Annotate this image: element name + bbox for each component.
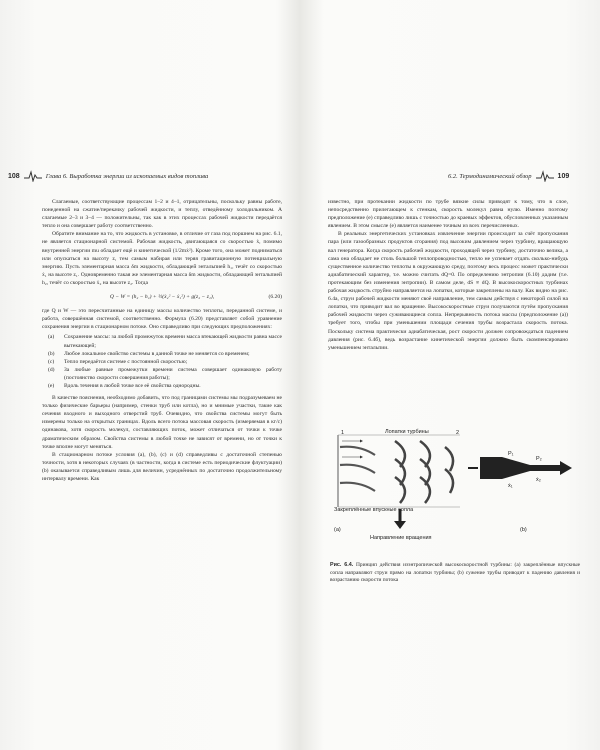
nozzle-p1-label: P₁ [508,451,514,457]
right-page-number: 109 [557,172,570,180]
left-page-number: 108 [8,172,20,180]
conditions-list [42,333,282,390]
right-page-body [328,198,568,352]
left-page-header [8,170,208,182]
nozzles-label: Закреплённые впускные сопла [334,507,414,513]
paragraph: В качестве пояснения, необходимо добавить, что под границами системы мы подразумеваем не только физические барьеры (например, стенки труб или котла), но и мнимые участки, такие как сечения входного и выходного отверстий труб. Очевидно, что свойства системы могут быть измерены только на открытых границах. Вдоль всего потока массовая скорость (измеряемая в кг/с) одинакова, хотя скорость молекул, составляющих поток, может отличаться от точки к точке драматическим образом. Свойства системы в любой точке не зависят от времени, но от точки к точке вполне могут меняться. [42,395,282,450]
point-1-label: 1 [341,430,345,436]
figure-a-label: (a) [334,527,341,533]
condition-item: (b) Любое локальное свойство системы в данной точке не меняется со временем; [48,350,250,357]
rotation-label: Направление вращения [370,535,432,541]
blades-label: Лопатки турбины [385,429,429,435]
paragraph: Обратите внимание на то, что жидкость в установке, в отличие от газа под поршнем на рис. 6.1, не является стационарной системой. Рабочая жидкость, двигающаяся со скоростью ẋ, помимо внутренней энергии mu обладает ещё и кинетической (1/2mẋ²). Кроме того, она может подниматься или опускаться на высоту z, тем самым набирая или теряя гравитационную потенциальную энергию. Пусть элементарная масса δm жидкости, обладающей энтальпией h₁, течёт со скоростью ẋ₁ на высоте z₁. Одновременно такая же элементарная масса δm жидкости, обладающей энтальпией h₂, течёт со скоростью ẋ₂ на высоте z₂. Тогда [42,231,282,286]
condition-item: (e) Вдоль течения в любой точке все её свойства однородны. [48,382,201,389]
formula-text: Q − W = (h₂ − h₁) + ½(ẋ₂² − ẋ₁²) + g(z₂ − z₁), [109,294,215,301]
pulse-icon [24,170,42,182]
formula-6-20 [42,293,282,301]
condition-item: (d) За любые равные промежутки времени система совершает одинаковую работу (постоянство скорости совершения работы); [48,366,282,381]
pulse-icon [536,170,554,182]
turbine-figure [330,427,580,557]
condition-item: (c) Тепло передаётся системе с постоянной скоростью; [48,358,188,365]
turbine-diagram [338,435,460,529]
nozzle-x2-label: ẋ₂ [536,477,541,483]
right-page-header [448,170,569,182]
caption-text: Принцип действия изэнтропической высокоскоростной турбины: (a) закреплённые впускные сопла направляют струи прямо на лопатки турбины; (b) сужение трубы приводит к падению давления и возрастанию скорости потока [330,562,580,584]
figure-b-label: (b) [520,527,527,533]
formula-number: (6.20) [268,294,282,301]
paragraph: известно, при протекании жидкости по трубе вязкие силы приводят к тому, что в слое, непосредственно прилегающем к стенкам, скорость молекул равна нулю. Именно поэтому предположение (e) справедливо лишь с точностью до краевых эффектов, обусловленных указанным явлением. В этом смысле (e) является наименее точным из всех перечисленных. [328,199,568,230]
paragraph: В стационарном потоке условия (a), (b), (c) и (d) справедливы с достаточной степенью точности, хотя в некоторых случаях (в частности, когда в системе есть периодические флуктуации) (b) оказывается справедливым лишь для величин, усреднённых по достаточно продолжительному интервалу времени. Как [42,451,282,482]
paragraph: Слагаемые, соответствующие процессам 1–2 и 4–1, отрицательны, поскольку равны работе, понеденной на сжатие/перекачку рабочей жидкости, и теплу, отведённому холодильником. А слагаемые 2–3 и 3–4 — положительны, так как в этих процессах рабочей жидкости передаётся тепло и она совершает работу соответственно. [42,199,282,230]
left-page-body [42,198,282,483]
figure-caption [330,562,580,585]
nozzle-diagram [468,457,572,479]
paragraph: В реальных энергетических установках извлечение энергии происходит за счёт пропускания пара (или газообразных продуктов сгорания) под высоким давлением через турбину, вращающую вал генератора. Когда скорость рабочей жидкости, проходящей через турбину, достаточно велика, а сама она обладает не столь большой теплопроводностью, тепло не успевает отдать сколько-нибудь существенное количество теплоты в окружающую среду, поэтому весь процесс может практически адиабатический характер, т.е. можно считать dQ=0. По определению энтропии (6.10) дадим (т.е. протекающим без изменения энтропии). В самом деле, dS ∝ dQ. В высокоскоростных турбинах рабочая жидкость струйно направляется на лопатки, которые закреплены на валу. Как видно на рис. 6.4a, струи рабочей жидкости меняют своё направление, тем самым действуя с некоторой силой на лопатки, что приводит вал во вращение. Высокоскоростные струи получаются путём пропускания рабочей жидкости через суживающиеся сопла. Непрерывность потока массы (предположение (a)) требует того, чтобы при уменьшении площади сечения трубы возрастала скорость потока. Поскольку система практически адиабатическая, рост скорости должен сопровождаться падением давления (рис. 6.4б), ведь возрастание кинетической энергии должно быть скомпенсировано уменьшением энтальпии. [328,231,568,351]
nozzle-x1-label: ẋ₁ [508,483,513,489]
condition-item: (a) Сохранение массы: за любой промежуток времени масса втекающей жидкости равна массе вытекающей; [48,334,282,349]
caption-label: Рис. 6.4. [330,562,354,568]
right-header-title: 6.2. Термодинамический обзор [448,172,532,180]
point-2-label: 2 [456,430,460,436]
left-header-title: Глава 6. Выработка энергии из ископаемых видов топлива [45,172,209,180]
nozzle-p2-label: P₂ [536,456,542,462]
paragraph: где Q и W — это пересчитанные на единицу массы количество теплоты, переданной системе, и работа, совершённая системой, соответственно. Формула (6.20) представляет собой уравнение сохранения энергии в стационарном потоке. Оно справедливо при следующих предположениях: [42,308,282,331]
